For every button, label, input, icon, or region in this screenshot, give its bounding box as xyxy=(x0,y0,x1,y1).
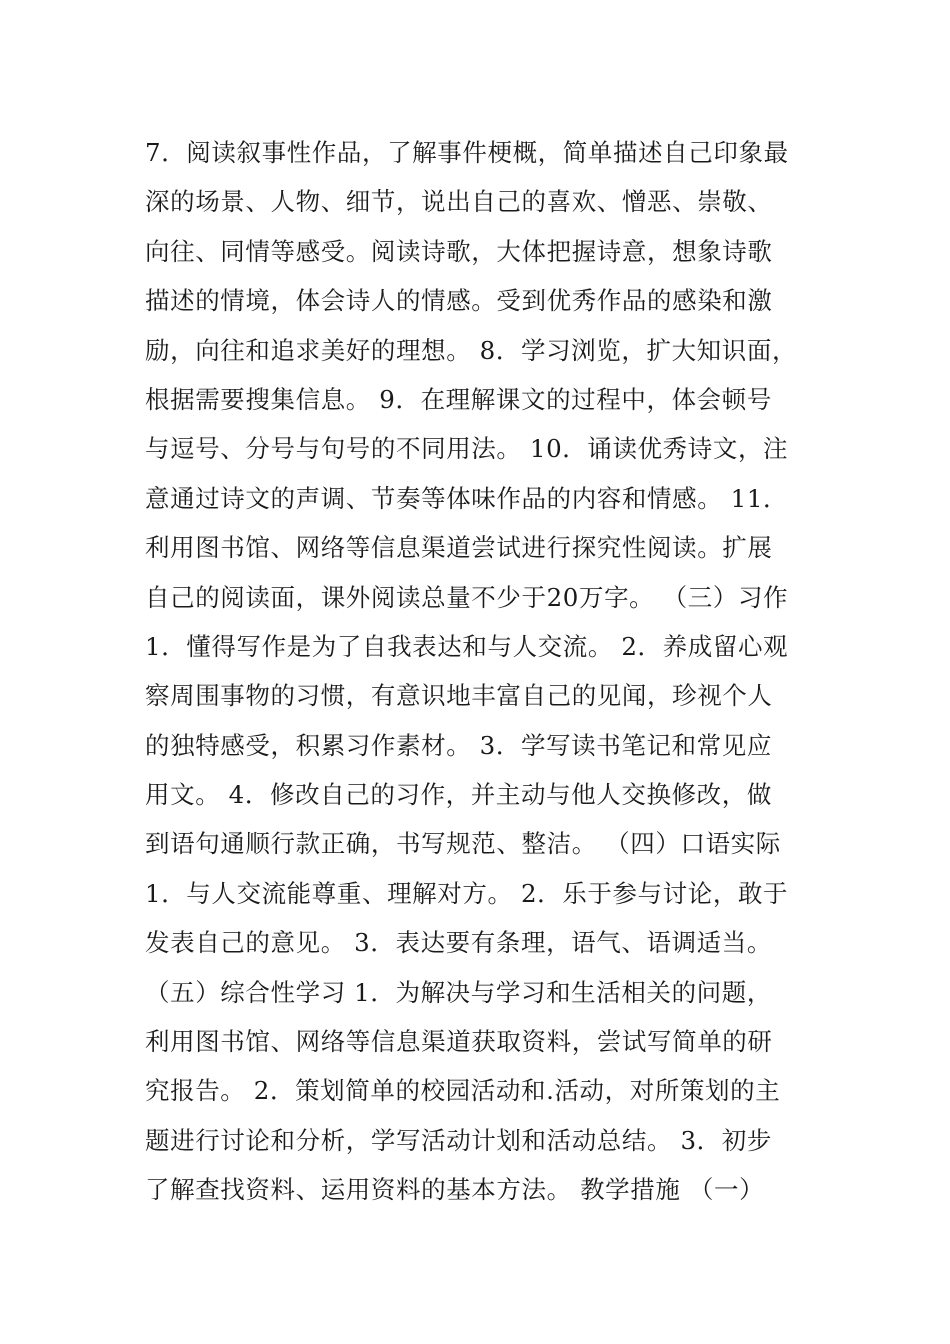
text-line: 究报告。 2．策划简单的校园活动和.活动，对所策划的主 xyxy=(145,1076,781,1106)
text-line: 与逗号、分号与句号的不同用法。 10．诵读优秀诗文，注 xyxy=(145,434,789,464)
text-line: 深的场景、人物、细节，说出自己的喜欢、憎恶、崇敬、 xyxy=(145,187,773,217)
text-line: 1．与人交流能尊重、理解对方。 2．乐于参与讨论，敢于 xyxy=(145,878,789,908)
text-line: 到语句通顺行款正确，书写规范、整洁。 （四）口语实际 xyxy=(145,829,781,859)
text-line: 了解查找资料、运用资料的基本方法。 教学措施 （一） xyxy=(145,1175,765,1205)
text-line: 根据需要搜集信息。 9．在理解课文的过程中，体会顿号 xyxy=(145,384,772,414)
text-line: 描述的情境，体会诗人的情感。受到优秀作品的感染和激 xyxy=(145,286,773,316)
text-line: 向往、同情等感受。阅读诗歌，大体把握诗意，想象诗歌 xyxy=(145,236,773,266)
text-line: 利用图书馆、网络等信息渠道获取资料，尝试写简单的研 xyxy=(145,1027,773,1057)
text-line: 1．懂得写作是为了自我表达和与人交流。 2．养成留心观 xyxy=(145,631,789,661)
body-text xyxy=(145,128,815,1215)
text-line: 察周围事物的习惯，有意识地丰富自己的见闻，珍视个人 xyxy=(145,681,773,711)
text-line: 7．阅读叙事性作品，了解事件梗概，简单描述自己印象最 xyxy=(145,138,789,167)
text-line: 利用图书馆、网络等信息渠道尝试进行探究性阅读。扩展 xyxy=(145,533,773,563)
text-line: 励，向往和追求美好的理想。 8．学习浏览，扩大知识面， xyxy=(145,335,798,365)
text-line: 题进行讨论和分析，学写活动计划和活动总结。 3．初步 xyxy=(145,1125,772,1155)
text-line: 意通过诗文的声调、节奏等体味作品的内容和情感。 11． xyxy=(145,483,789,513)
text-line: 自己的阅读面，课外阅读总量不少于20万字。 （三）习作 xyxy=(145,582,789,612)
text-line: 用文。 4．修改自己的习作，并主动与他人交换修改，做 xyxy=(145,780,772,810)
text-line: 的独特感受，积累习作素材。 3．学写读书笔记和常见应 xyxy=(145,730,772,760)
text-line: （五）综合性学习 1．为解决与学习和生活相关的问题， xyxy=(145,977,772,1007)
text-line: 发表自己的意见。 3．表达要有条理，语气、语调适当。 xyxy=(145,928,772,958)
